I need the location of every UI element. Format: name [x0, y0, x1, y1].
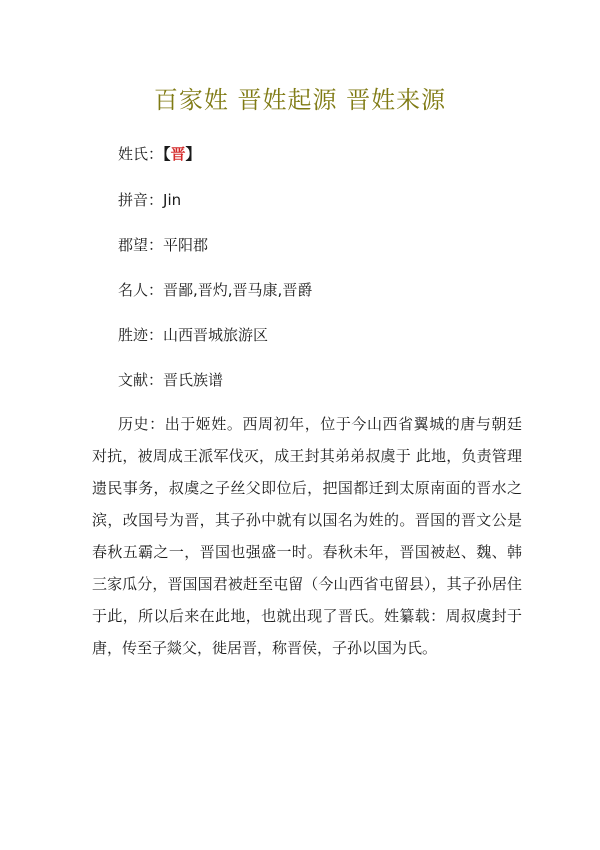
page-title: 百家姓 晋姓起源 晋姓来源: [153, 86, 447, 114]
surname-row: [118, 143, 201, 164]
surname-value: 晋: [170, 145, 186, 163]
famous-label: 名人：: [118, 281, 164, 299]
sights-row: [118, 324, 268, 345]
famous-value: 晋鄙,晋灼,晋马康,晋爵: [163, 281, 313, 299]
junwang-value: 平阳郡: [163, 236, 209, 254]
literature-value: 晋氏族谱: [163, 371, 224, 389]
junwang-label: 郡望：: [118, 236, 164, 254]
surname-close-bracket: 】: [185, 145, 201, 163]
sights-label: 胜迹：: [118, 326, 164, 344]
literature-row: [118, 369, 223, 390]
pinyin-value: Jin: [163, 191, 182, 209]
history-label: 历史：: [118, 415, 165, 433]
pinyin-row: [118, 189, 181, 210]
surname-label: 姓氏：: [118, 145, 164, 163]
pinyin-label: 拼音：: [118, 191, 164, 209]
literature-label: 文献：: [118, 371, 164, 389]
sights-value: 山西晋城旅游区: [163, 326, 269, 344]
history-paragraph: [92, 408, 522, 664]
famous-row: [118, 279, 312, 300]
surname-open-bracket: 【: [163, 145, 171, 163]
history-text: 出于姬姓。西周初年，位于今山西省翼城的唐与朝廷对抗，被周成王派军伐灭，成王封其弟弟叔虞于 此地，负责管理遗民事务，叔虞之子丝父即位后，把国都迁到太原南面的晋水之滨，改国号为晋，其子孙中就有以国名为姓的。晋国的晋文公是春秋五霸之一，晋国也强盛一时。春秋未年，晋国被赵、魏、韩三家瓜分，晋国国君被赶至屯留（今山西省屯留县），其子孙居住于此，所以后来在此地，也就出现了晋氏。姓纂载：周叔虞封于唐，传至子燚父，徙居晋，称晋侯，子孙以国为氏。: [92, 415, 522, 657]
junwang-row: [118, 234, 208, 255]
